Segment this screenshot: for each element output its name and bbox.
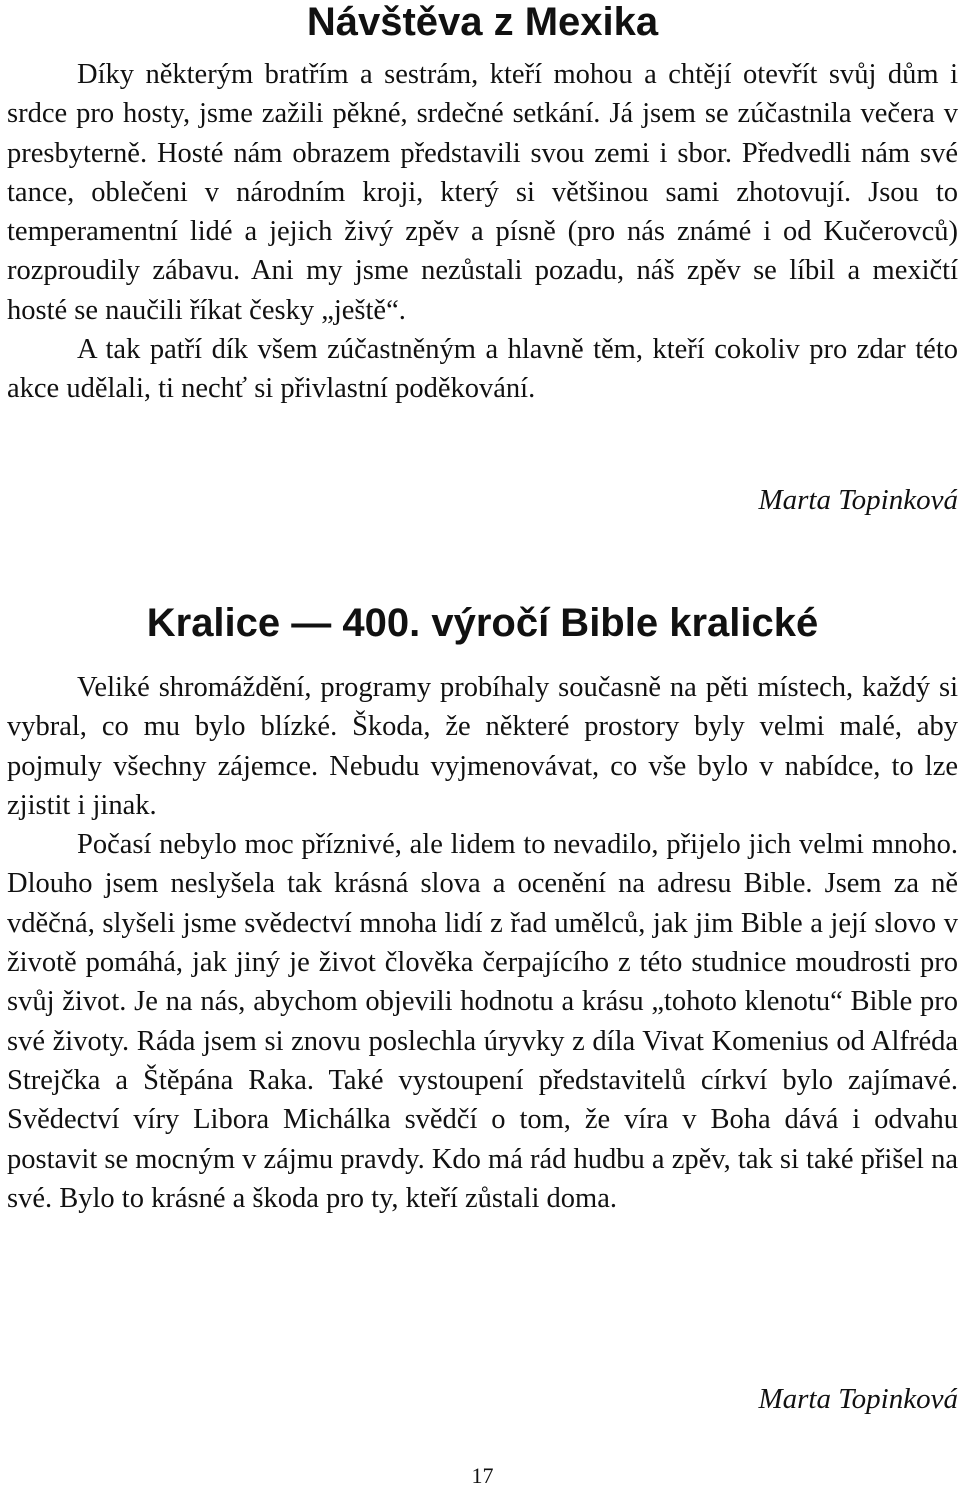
article-body xyxy=(7,55,958,409)
article-title: Návštěva z Mexika xyxy=(306,0,659,44)
paragraph: Díky některým bratřím a sestrám, kteří mohou a chtějí otevřít svůj dům i srdce pro hosty, jsme zažili pěkné, srdečné setkání. Já jsem se zúčastnila večera v presbyterně. Hosté nám obrazem představili svou zemi i sbor. Předvedli nám své tance, oblečeni v národním kroji, který si většinou sami zhotovují. Jsou to temperamentní lidé a jejich živý zpěv a písně (pro nás známé i od Kučerovců) rozproudily zábavu. Ani my jsme nezůstali pozadu, náš zpěv se líbil a mexičtí hosté se naučili říkat česky „ještě“. xyxy=(7,59,958,326)
paragraph: Počasí nebylo moc příznivé, ale lidem to nevadilo, přijelo jich velmi mnoho. Dlouho jsem neslyšela tak krásná slova a ocenění na adresu Bible. Jsem za ně vděčná, slyšeli jsme svědectví mnoha lidí z řad umělců, jak jim Bible a její slovo v životě pomáhá, jak jiný je život člověka čerpajícího z této studnice moudrosti pro svůj život. Je na nás, abychom objevili hodnotu a krásu „tohoto klenotu“ Bible pro své životy. Ráda jsem si znovu poslechla úryvky z díla Vivat Komenius od Alfréda Strejčka a Štěpána Raka. Také vystoupení představitelů církví bylo zajímavé. Svědectví víry Libora Michálka svědčí o tom, že víra v Boha dává i odvahu postavit se mocným v zájmu pravdy. Kdo má rád hudbu a zpěv, tak si také přišel na své. Bylo to krásné a škoda pro ty, kteří zůstali doma. xyxy=(7,829,958,1214)
article-title: Kralice — 400. výročí Bible kralické xyxy=(146,601,819,645)
paragraph: A tak patří dík všem zúčastněným a hlavně těm, kteří cokoliv pro zdar této akce udělali, ti nechť si přivlastní poděkování. xyxy=(7,334,958,405)
paragraph: Veliké shromáždění, programy probíhaly současně na pěti místech, každý si vybral, co mu bylo blízké. Škoda, že některé prostory byly velmi malé, aby pojmuly všechny zájemce. Nebudu vyjmenovávat, co vše bylo v nabídce, to lze zjistit i jinak. xyxy=(7,672,958,821)
article-body xyxy=(7,668,958,1218)
document-page xyxy=(7,0,958,1492)
page-number: 17 xyxy=(471,1463,494,1488)
author-signature: Marta Topinková xyxy=(758,1383,958,1415)
author-signature: Marta Topinková xyxy=(758,484,958,516)
